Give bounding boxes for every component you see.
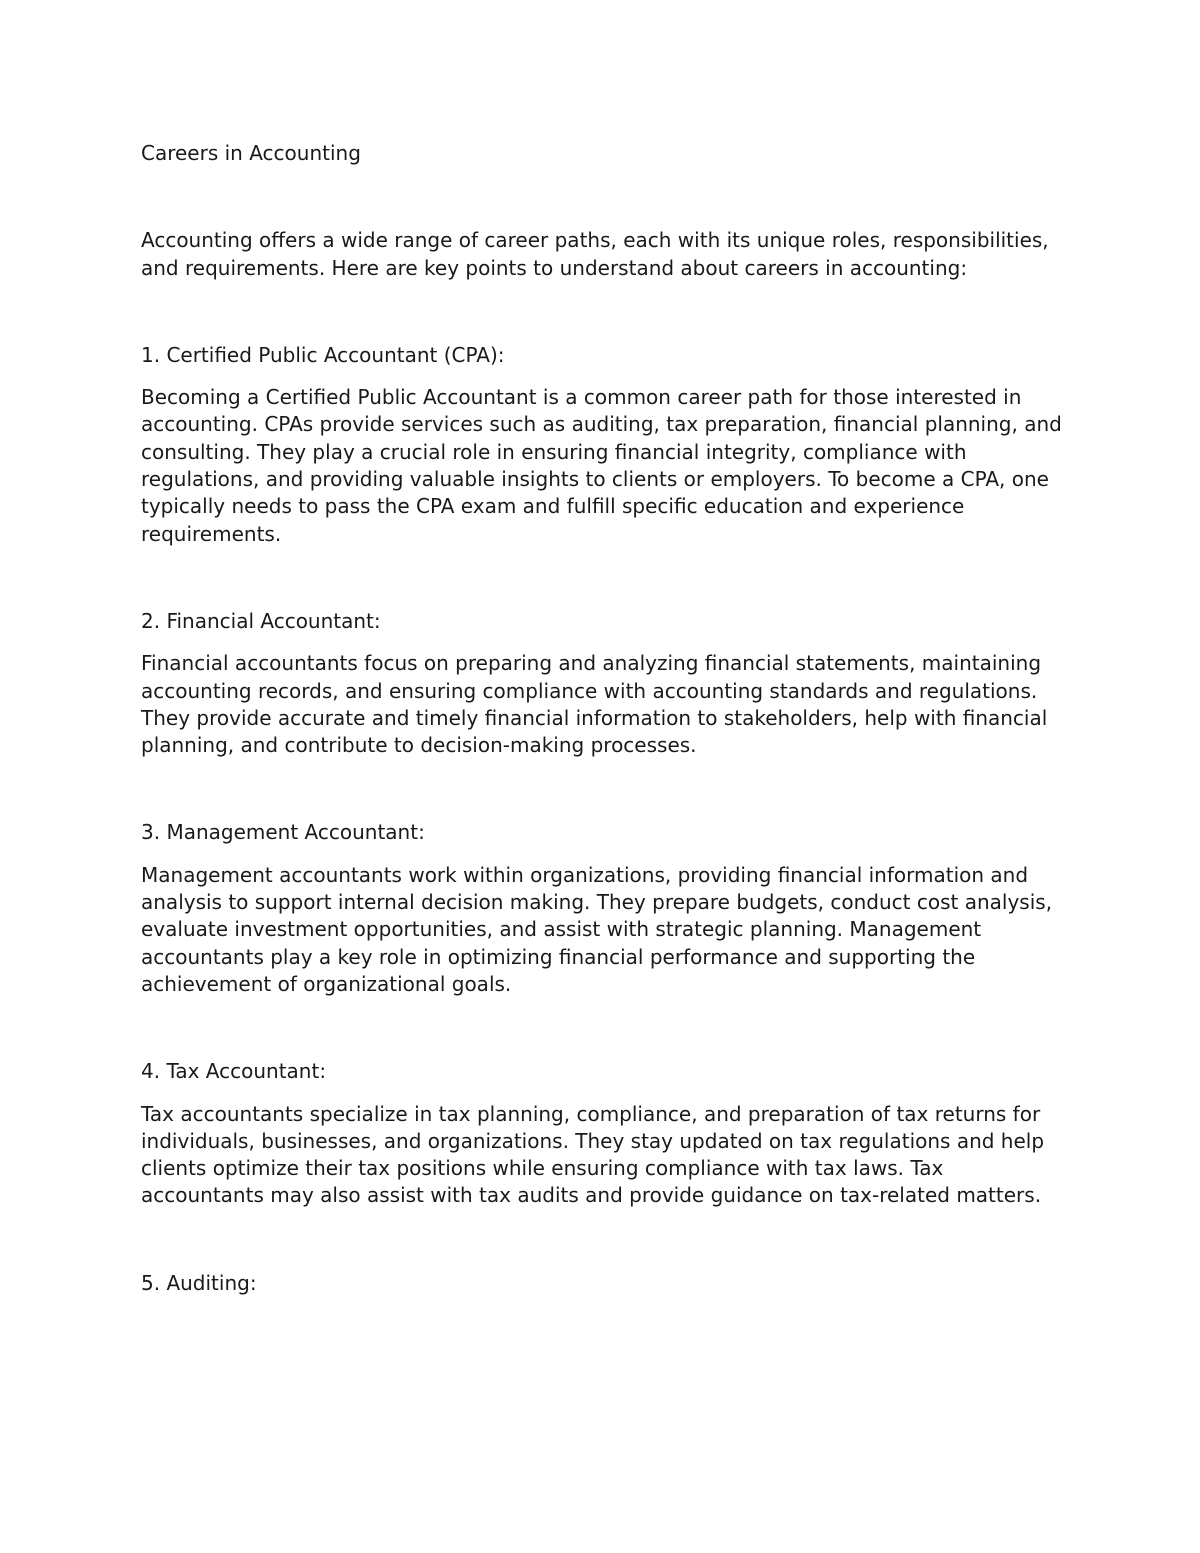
section-heading: 4. Tax Accountant: <box>141 1059 327 1084</box>
section-heading: 2. Financial Accountant: <box>141 608 381 633</box>
document-title: Careers in Accounting <box>141 141 361 165</box>
section-heading: 3. Management Accountant: <box>141 820 425 845</box>
section-heading: 1. Certified Public Accountant (CPA): <box>141 342 505 367</box>
section-tax-accountant <box>141 1058 1071 1209</box>
document-content <box>141 140 1071 1297</box>
section-body: Management accountants work within organizations, providing financial information and analysis to support internal decision making. They prepare budgets, conduct cost analysis, evaluate investment opportunities, and assist with strategic planning. Management accountants play a key role in optimizing financial performance and supporting the achievement of organizational goals. <box>141 862 1053 996</box>
section-auditing <box>141 1270 1071 1297</box>
intro-paragraph: Accounting offers a wide range of career paths, each with its unique roles, responsibilities, and requirements. Here are key points to understand about careers in accounting: <box>141 228 1049 280</box>
section-management-accountant <box>141 819 1071 998</box>
section-body: Tax accountants specialize in tax planning, compliance, and preparation of tax returns for individuals, businesses, and organizations. They stay updated on tax regulations and help clients optimize their tax positions while ensuring compliance with tax laws. Tax accountants may also assist with tax audits and provide guidance on tax-related matters. <box>141 1101 1045 1208</box>
section-financial-accountant <box>141 608 1071 759</box>
section-body: Financial accountants focus on preparing and analyzing financial statements, maintaining accounting records, and ensuring compliance with accounting standards and regulations. They provide accurate and timely financial information to stakeholders, help with financial planning, and contribute to decision-making processes. <box>141 651 1048 758</box>
section-cpa <box>141 342 1071 548</box>
section-heading: 5. Auditing: <box>141 1270 257 1295</box>
section-body: Becoming a Certified Public Accountant is a common career path for those interested in accounting. CPAs provide services such as auditing, tax preparation, financial planning, and consulting. They play a crucial role in ensuring financial integrity, compliance with regulations, and providing valuable insights to clients or employers. To become a CPA, one typically needs to pass the CPA exam and fulfill specific education and experience requirements. <box>141 385 1062 546</box>
